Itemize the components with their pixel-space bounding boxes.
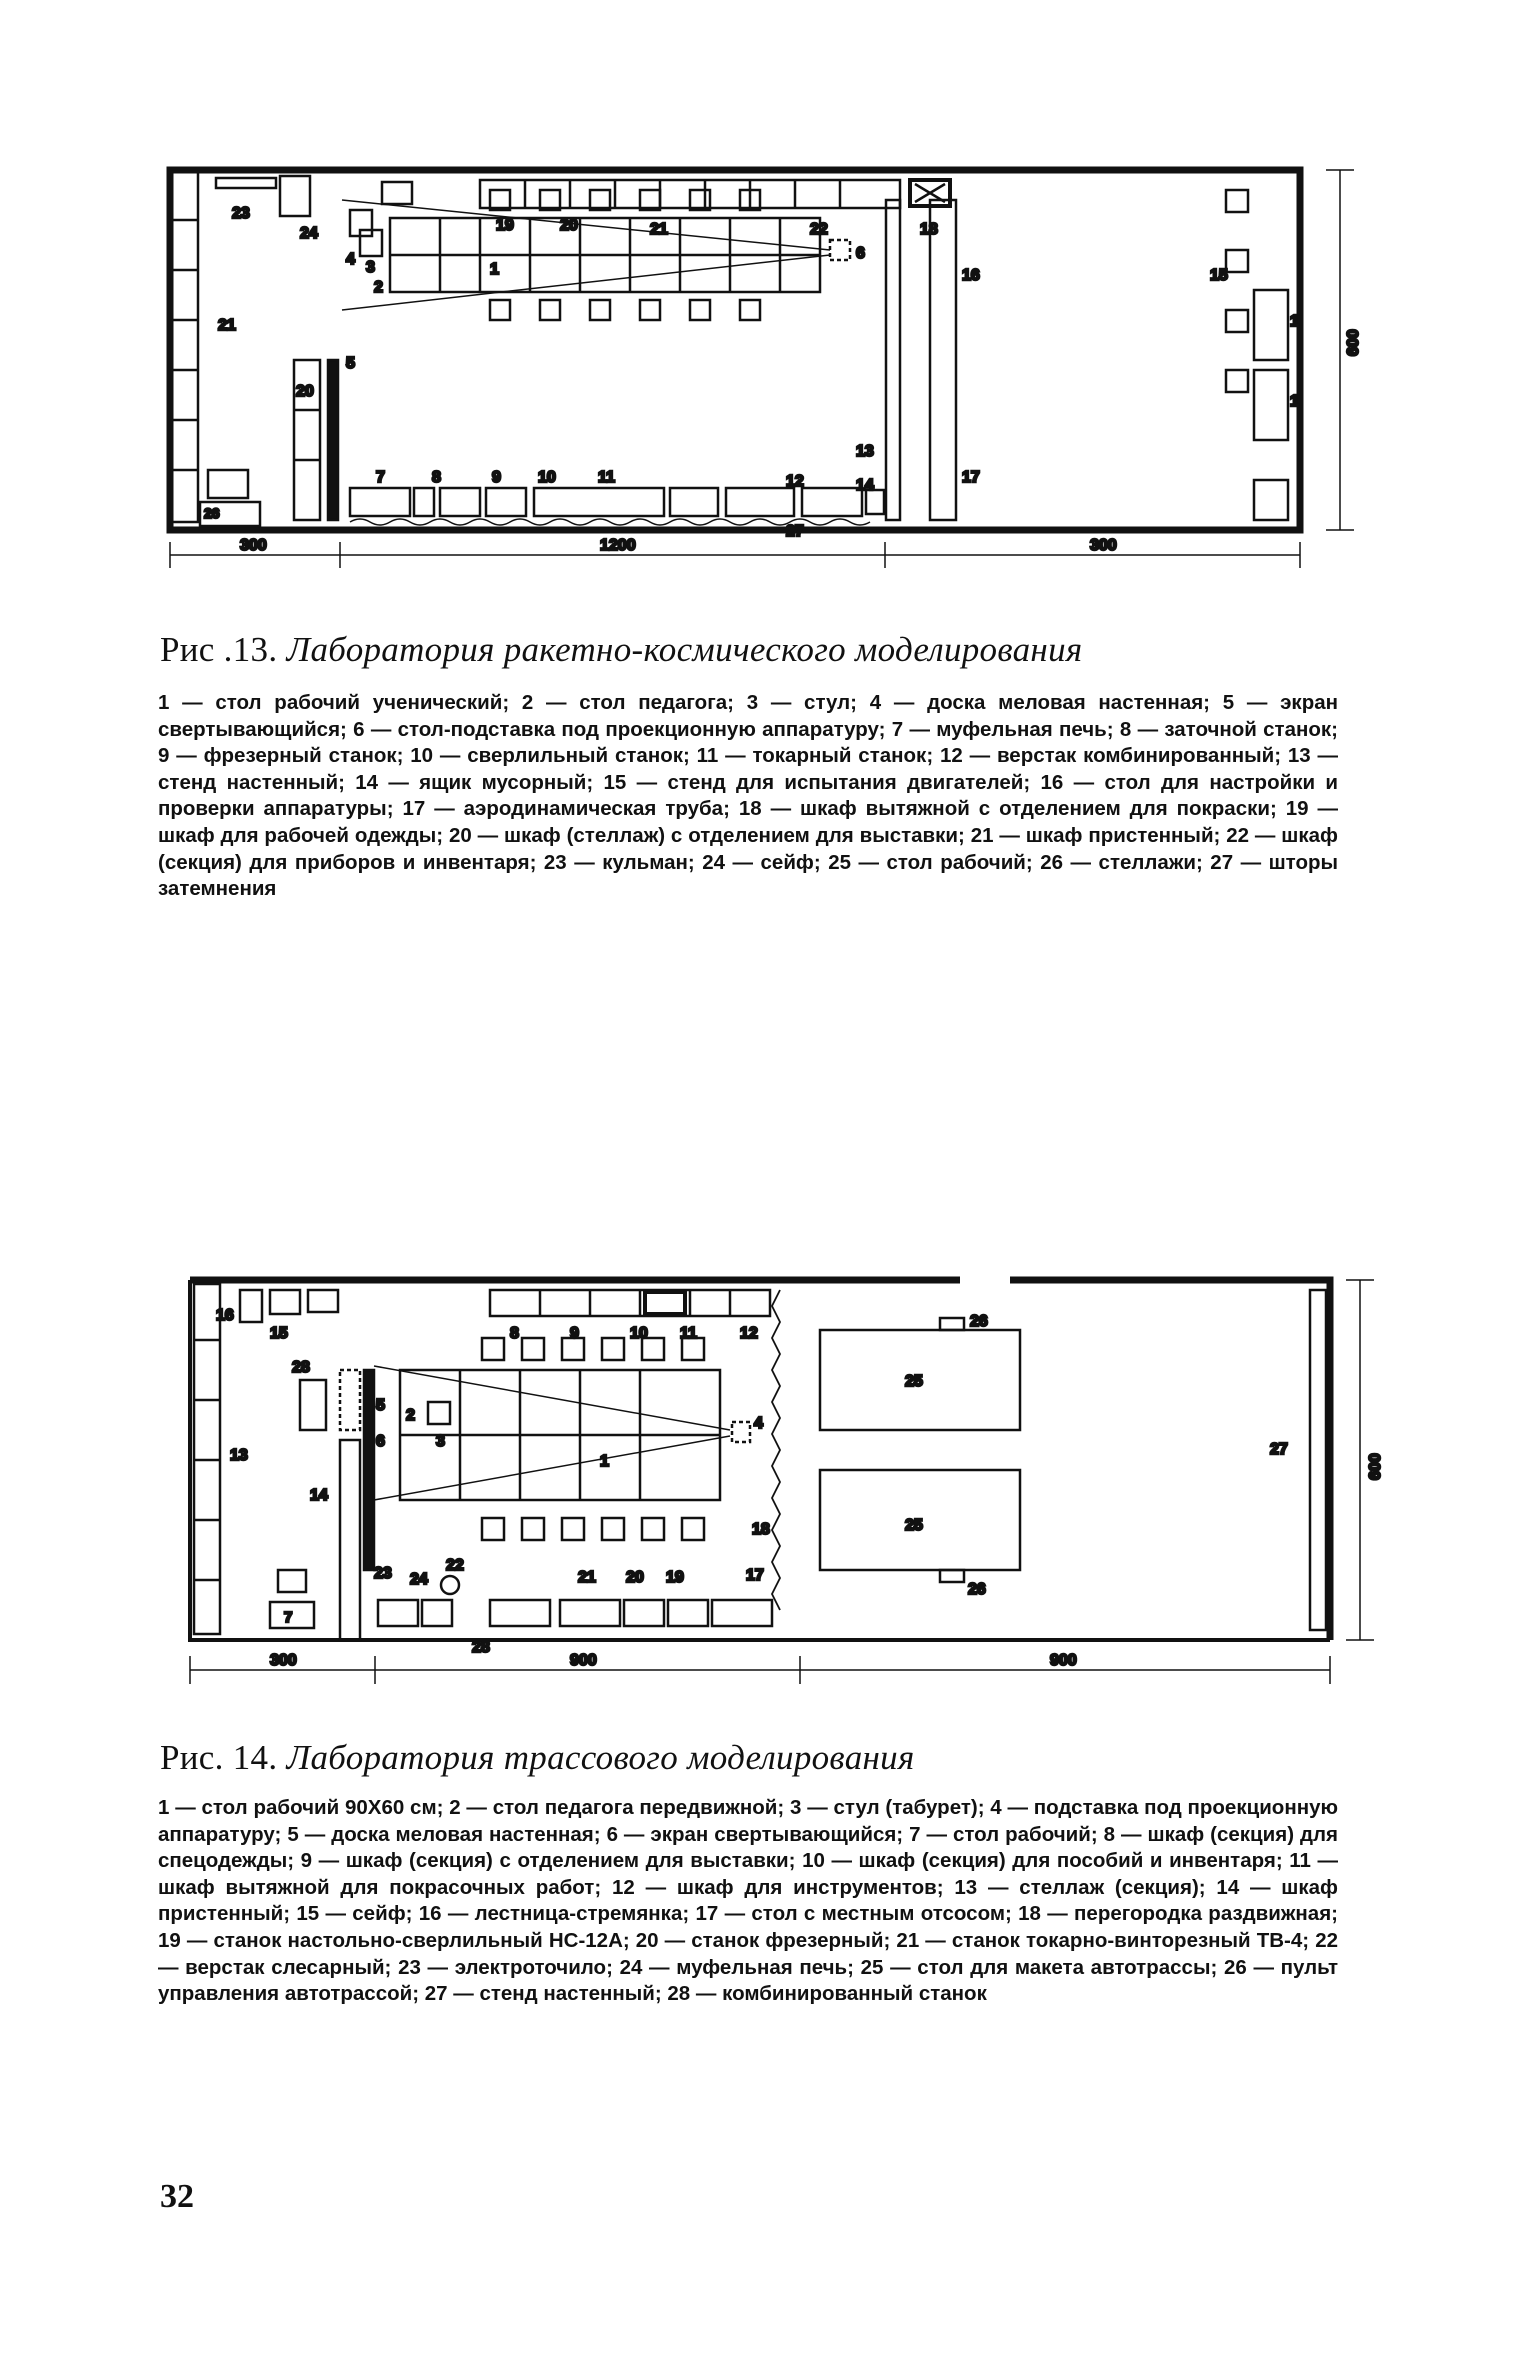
label-12: 12 xyxy=(786,473,804,490)
label-18: 18 xyxy=(920,221,938,238)
label-8: 8 xyxy=(510,1325,519,1342)
figure-13-number: Рис .13. xyxy=(160,630,278,669)
figure-14-legend: 1 — стол рабочий 90Х60 см; 2 — стол педагога передвижной; 3 — стул (табурет); 4 — подставка под проекционную аппаратуру; 5 — доска меловая настенная; 6 — экран свертывающийся; 7 — стол рабочий; 8 — шкаф (секция) для спецодежды; 9 — шкаф (секция) с отделением для выставки; 10 — шкаф (секция) для пособий и инвентаря; 11 — шкаф вытяжной для покрасочных работ; 12 — шкаф для инструментов; 13 — стеллаж (секция); 14 — шкаф пристенный; 15 — сейф; 16 — лестница-стремянка; 17 — стол с местным отсосом; 18 — перегородка раздвижная; 19 — станок настольно-сверлильный НС-12А; 20 — станок фрезерный; 21 — станок токарно-винторезный ТВ-4; 22 — верстак слесарный; 23 — электроточило; 24 — муфельная печь; 25 — стол для макета автотрассы; 26 — пульт управления автотрассой; 27 — стенд настенный; 28 — комбинированный станок xyxy=(158,1796,1338,2006)
label-8: 8 xyxy=(432,469,441,486)
student-tables-1 xyxy=(400,1370,720,1500)
wall-stand-13 xyxy=(886,200,900,520)
label-18: 18 xyxy=(752,1521,770,1538)
label-9: 9 xyxy=(492,469,501,486)
label-24: 24 xyxy=(300,225,318,242)
label-10: 10 xyxy=(538,469,556,486)
label-7: 7 xyxy=(376,469,385,486)
dimension-right: 900 xyxy=(1050,1652,1077,1669)
projector-stand-6 xyxy=(830,240,850,260)
control-26a xyxy=(940,1318,964,1330)
label-1b: 1 xyxy=(1290,393,1299,410)
fume-cupboard-11 xyxy=(645,1292,685,1314)
label-17: 17 xyxy=(746,1567,764,1584)
label-25b: 25 xyxy=(905,1517,923,1534)
label-19: 19 xyxy=(496,217,514,234)
sink xyxy=(382,182,412,204)
machines-bottom xyxy=(378,1600,772,1626)
figure-14-caption: Лаборатория трассового моделирования xyxy=(286,1738,915,1777)
label-13: 13 xyxy=(856,443,874,460)
wall-cabinet-14 xyxy=(340,1440,360,1640)
label-9: 9 xyxy=(570,1325,579,1342)
chairs-bottom xyxy=(490,300,760,320)
label-23: 23 xyxy=(374,1565,392,1582)
label-21: 21 xyxy=(218,317,236,334)
label-4: 4 xyxy=(346,251,355,268)
figure-13-floor-plan xyxy=(150,160,1380,620)
label-1: 1 xyxy=(600,1453,609,1470)
dimension-middle: 1200 xyxy=(600,537,636,554)
label-5: 5 xyxy=(346,355,355,372)
cabinets-21 xyxy=(172,172,198,522)
table-25 xyxy=(208,470,248,498)
chalkboard-5 xyxy=(364,1370,374,1570)
label-2: 2 xyxy=(374,279,383,296)
label-28: 28 xyxy=(292,1359,310,1376)
chalkboard-4 xyxy=(328,360,338,520)
label-20: 20 xyxy=(626,1569,644,1586)
label-13: 13 xyxy=(230,1447,248,1464)
dimension-right: 300 xyxy=(1090,537,1117,554)
aero-tube-17 xyxy=(930,200,956,520)
chair-3 xyxy=(428,1402,450,1424)
shelves-13 xyxy=(194,1284,220,1634)
label-15: 15 xyxy=(270,1325,288,1342)
test-stands-right xyxy=(1226,190,1288,520)
label-6: 6 xyxy=(856,245,865,262)
grinder-23 xyxy=(441,1576,459,1594)
projector-stand-4 xyxy=(732,1422,750,1442)
cabinets-top xyxy=(490,1290,770,1316)
figure-14-number: Рис. 14. xyxy=(160,1738,278,1777)
label-5: 5 xyxy=(376,1397,385,1414)
chairs-bottom xyxy=(482,1518,704,1540)
label-20: 20 xyxy=(560,217,578,234)
label-22: 22 xyxy=(446,1557,464,1574)
dimension-left: 300 xyxy=(270,1652,297,1669)
label-28b: 28 xyxy=(472,1639,490,1656)
label-14: 14 xyxy=(310,1487,328,1504)
figure-13-title xyxy=(160,630,1082,670)
label-14: 14 xyxy=(856,477,874,494)
label-23: 23 xyxy=(232,205,250,222)
page-number: 32 xyxy=(160,2178,194,2215)
label-16: 16 xyxy=(216,1307,234,1324)
label-21-top: 21 xyxy=(650,221,668,238)
dimension-left: 300 xyxy=(240,537,267,554)
safe-15 xyxy=(270,1290,300,1314)
label-7: 7 xyxy=(284,1609,293,1626)
label-10: 10 xyxy=(630,1325,648,1342)
drafting-board-23 xyxy=(216,178,276,188)
label-26: 26 xyxy=(204,505,220,521)
label-11: 11 xyxy=(598,469,615,486)
label-16: 16 xyxy=(962,267,980,284)
label-2: 2 xyxy=(406,1407,415,1424)
sink xyxy=(308,1290,338,1312)
label-26b: 26 xyxy=(968,1581,986,1598)
sliding-partition-18 xyxy=(772,1290,780,1610)
dimension-height: 600 xyxy=(1367,1453,1384,1480)
figure-13-caption: Лаборатория ракетно-космического моделирования xyxy=(286,630,1083,669)
label-1: 1 xyxy=(490,261,499,278)
label-26a: 26 xyxy=(970,1313,988,1330)
label-3: 3 xyxy=(366,259,375,276)
label-17: 17 xyxy=(962,469,980,486)
label-21: 21 xyxy=(578,1569,596,1586)
figure-13-legend: 1 — стол рабочий ученический; 2 — стол педагога; 3 — стул; 4 — доска меловая настенная; 5 — экран свертывающийся; 6 — стол-подставка под проекционную аппаратуру; 7 — муфельная печь; 8 — заточной станок; 9 — фрезерный станок; 10 — сверлильный станок; 11 — токарный станок; 12 — верстак комбинированный; 13 — стенд настенный; 14 — ящик мусорный; 15 — стенд для испытания двигателей; 16 — стол для настройки и проверки аппаратуры; 17 — аэродинамическая труба; 18 — шкаф вытяжной с отделением для покраски; 19 — шкаф для рабочей одежды; 20 — шкаф (стеллаж) с отделением для выставки; 21 — шкаф пристенный; 22 — шкаф (секция) для приборов и инвентаря; 23 — кульман; 24 — сейф; 25 — стол рабочий; 26 — стеллажи; 27 — шторы затемнения xyxy=(158,691,1338,901)
label-20-side: 20 xyxy=(296,383,314,400)
label-12: 12 xyxy=(740,1325,758,1342)
control-26b xyxy=(940,1570,964,1582)
room-walls xyxy=(170,170,1300,530)
figure-14-title xyxy=(160,1738,915,1778)
machine-28 xyxy=(300,1380,326,1430)
machines-bottom xyxy=(350,488,884,516)
label-22: 22 xyxy=(810,221,828,238)
label-6: 6 xyxy=(376,1433,385,1450)
dimension-height: 600 xyxy=(1345,329,1362,356)
label-24: 24 xyxy=(410,1571,428,1588)
label-11: 11 xyxy=(680,1325,697,1342)
wall-stand-27 xyxy=(1310,1290,1326,1630)
label-3: 3 xyxy=(436,1433,445,1450)
label-27: 27 xyxy=(786,523,804,540)
label-25a: 25 xyxy=(905,1373,923,1390)
label-1a: 1 xyxy=(1290,313,1299,330)
ladder-16 xyxy=(240,1290,262,1322)
safe-24 xyxy=(280,176,310,216)
label-19: 19 xyxy=(666,1569,684,1586)
label-27: 27 xyxy=(1270,1441,1288,1458)
dimension-middle: 900 xyxy=(570,1652,597,1669)
label-15: 15 xyxy=(1210,267,1228,284)
figure-14-floor-plan xyxy=(160,1270,1384,1720)
label-4: 4 xyxy=(754,1415,763,1432)
chair-near-7 xyxy=(278,1570,306,1592)
